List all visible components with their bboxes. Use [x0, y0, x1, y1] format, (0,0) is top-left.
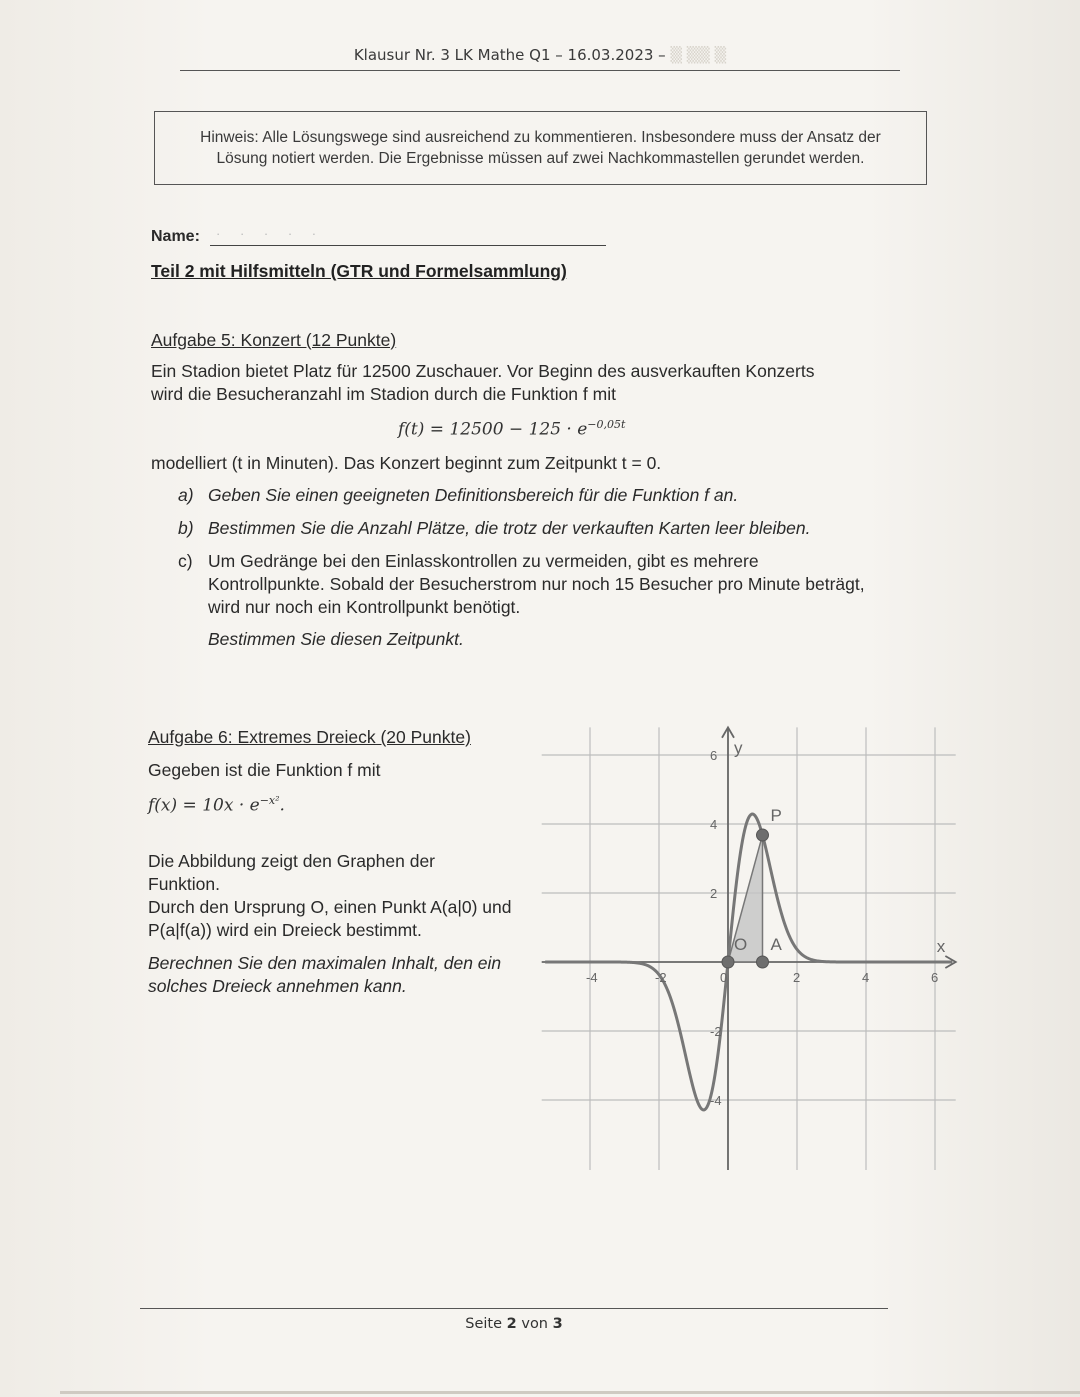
y-tick-label: 2: [710, 886, 718, 901]
point-O: [722, 956, 734, 968]
x-tick-label: 6: [931, 970, 939, 985]
task6-formula: [148, 794, 285, 816]
x-tick-label: -4: [586, 970, 598, 985]
task6-formula-end: .: [279, 795, 285, 816]
x-tick-label: 2: [793, 970, 801, 985]
name-field-line: [210, 245, 606, 246]
y-tick-label: 6: [710, 748, 718, 763]
y-tick-label: 4: [710, 817, 718, 832]
point-label-A: A: [770, 935, 782, 954]
task6-formula-exponent: −x²: [259, 794, 280, 807]
point-label-O: O: [734, 935, 748, 954]
footer-middle: von: [516, 1316, 553, 1332]
point-P: [757, 829, 769, 841]
item-text: Geben Sie einen geeigneten Definitionsbereich für die Funktion f an.: [208, 485, 739, 505]
task5-formula-main: f(t) = 12500 − 125 · e: [398, 419, 588, 440]
x-tick-label: -2: [655, 970, 667, 985]
task6-desc2: Durch den Ursprung O, einen Punkt A(a|0) und P(a|f(a)) wird ein Dreieck bestimmt.: [148, 897, 512, 940]
hint-text: Hinweis: Alle Lösungswege sind ausreichend zu kommentieren. Insbesondere muss der Ansatz der Lösung notiert werden. Die Ergebnisse müssen auf zwei Nachkommastellen gerundet werden.: [200, 129, 881, 167]
task6-given: Gegeben ist die Funktion f mit: [148, 760, 381, 780]
footer-prefix: Seite: [465, 1316, 507, 1332]
function-graph: [540, 720, 970, 1170]
task6-desc1: Die Abbildung zeigt den Graphen der Funktion.: [148, 851, 436, 894]
task5-formula-exponent: −0,05t: [587, 418, 626, 431]
hint-box: [154, 111, 927, 185]
item-label: b): [178, 518, 194, 538]
name-label: Name:: [151, 228, 200, 245]
task5-after-formula: modelliert (t in Minuten). Das Konzert beginnt zum Zeitpunkt t = 0.: [151, 453, 662, 473]
task5-intro: Ein Stadion bietet Platz für 12500 Zuschauer. Vor Beginn des ausverkauften Konzerts wird die Besucheranzahl im Stadion durch die Funktion f mit: [151, 361, 815, 404]
item-label: a): [178, 485, 194, 505]
x-tick-label: 4: [862, 970, 870, 985]
y-tick-label: -4: [710, 1093, 722, 1108]
y-axis-label: y: [734, 738, 743, 758]
task5-title: Aufgabe 5: Konzert (12 Punkte): [151, 330, 397, 350]
page-footer: [140, 1316, 888, 1332]
item-text: Um Gedränge bei den Einlasskontrollen zu vermeiden, gibt es mehrere Kontrollpunkte. Sobald der Besucherstrom nur noch 15 Besucher pro Minute beträgt, wird nur noch ein Kontrollpunkt benötigt.: [208, 551, 865, 617]
item-label: c): [178, 551, 193, 571]
point-A: [757, 956, 769, 968]
task6-formula-main: f(x) = 10x · e: [148, 795, 260, 816]
item-text: Bestimmen Sie die Anzahl Plätze, die trotz der verkauften Karten leer bleiben.: [208, 518, 811, 538]
redacted-student-name: · · · · ·: [216, 226, 325, 241]
footer-divider: [140, 1308, 888, 1309]
paper-edge: [60, 1391, 1080, 1394]
header-divider: [180, 70, 900, 71]
header-title: Klausur Nr. 3 LK Mathe Q1 – 16.03.2023 –: [353, 46, 666, 64]
task5-c-task: Bestimmen Sie diesen Zeitpunkt.: [208, 629, 464, 649]
task6-task: Berechnen Sie den maximalen Inhalt, den ein solches Dreieck annehmen kann.: [148, 953, 502, 996]
task5-formula: [398, 418, 625, 440]
task6-title: Aufgabe 6: Extremes Dreieck (20 Punkte): [148, 727, 471, 747]
y-tick-label: -2: [710, 1024, 722, 1039]
page-header: [180, 46, 900, 64]
redacted-name: ▒ ▒▒ ▒: [670, 46, 727, 64]
part-title: Teil 2 mit Hilfsmitteln (GTR und Formelsammlung): [151, 261, 567, 281]
point-label-P: P: [770, 806, 782, 826]
footer-page: 2: [506, 1316, 517, 1332]
x-tick-label: 0: [720, 970, 728, 985]
footer-total: 3: [552, 1316, 563, 1332]
x-axis-label: x: [936, 937, 946, 956]
graph-tick-labels: [586, 738, 946, 1108]
